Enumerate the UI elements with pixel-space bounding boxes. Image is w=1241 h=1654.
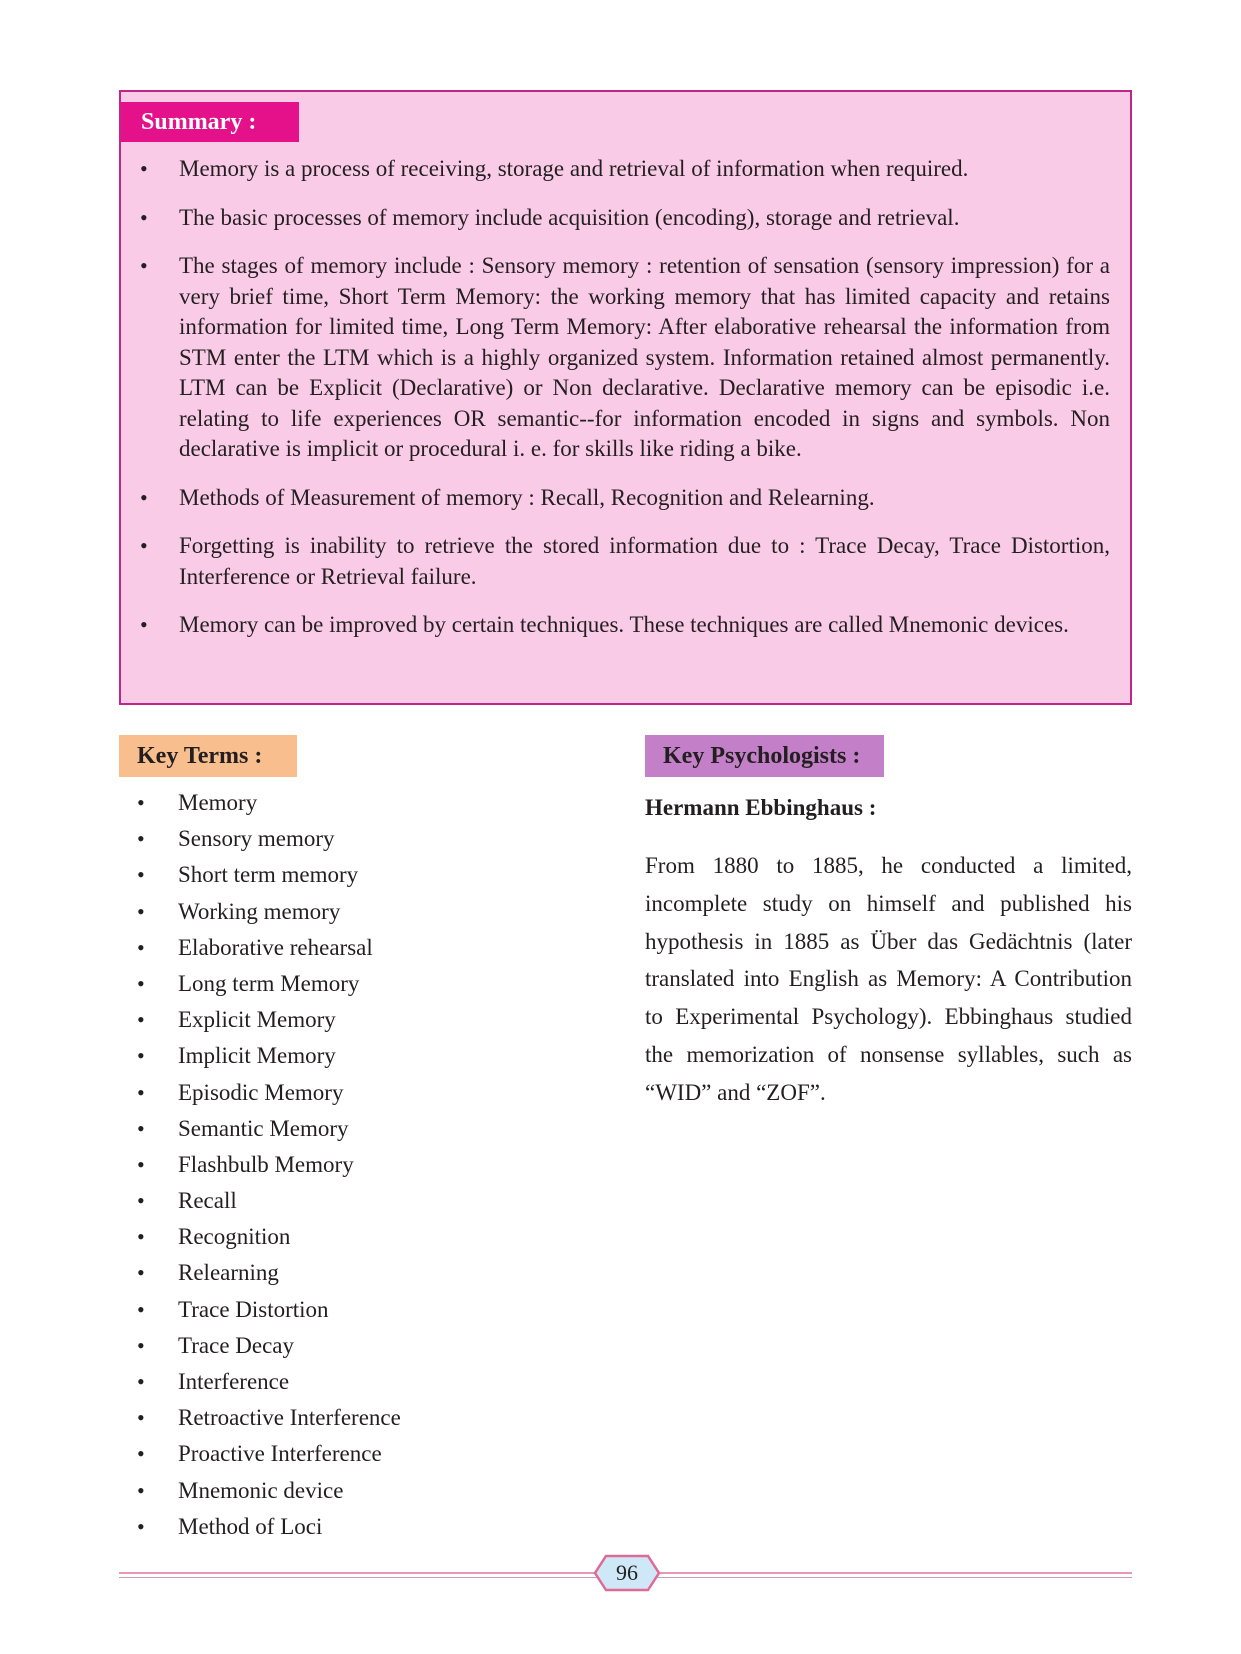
summary-box [119,90,1132,705]
key-term-text: Working memory [178,898,341,924]
key-term-text: Retroactive Interference [178,1405,401,1431]
bullet-icon: • [140,156,148,181]
bullet-icon: • [137,1151,145,1177]
key-term-text: Relearning [178,1260,279,1286]
bullet-icon: • [137,1043,145,1069]
bullet-icon: • [137,1224,145,1250]
key-term-item [119,1509,539,1545]
summary-list [121,154,1130,659]
bullet-icon: • [137,790,145,815]
key-term-item [119,1038,539,1074]
key-term-text: Recognition [178,1224,291,1250]
key-term-item [119,1328,539,1364]
bullet-icon: • [137,1115,145,1141]
bullet-icon: • [137,1369,145,1394]
key-term-text: Long term Memory [178,970,360,996]
key-term-item [119,785,539,821]
summary-item-text: Forgetting is inability to retrieve the stored information due to : Trace Decay, Trace Distortion, Interference or Retrieval failure. [179,533,1110,589]
bullet-icon: • [140,253,148,278]
key-term-item [119,1075,539,1111]
key-term-item [119,1111,539,1147]
key-term-text: Elaborative rehearsal [178,934,373,960]
key-term-text: Method of Loci [178,1513,323,1539]
summary-item-text: Memory is a process of receiving, storage and retrieval of information when required. [179,156,969,181]
key-term-text: Trace Distortion [178,1296,329,1322]
psychologist-name: Hermann Ebbinghaus : [645,795,877,820]
psychologist-description: From 1880 to 1885, he conducted a limited, incomplete study on himself and published his hypothesis in 1885 as Über das Gedächtnis (later translated into English as Memory: A Contribution to Experimental Psychology). Ebbinghaus studied the memorization of nonsense syllables, such as “WID” and “ZOF”. [645,853,1132,1105]
key-term-item [119,966,539,1002]
summary-item [121,154,1130,185]
summary-item [121,531,1130,592]
bullet-icon: • [140,612,148,637]
bullet-icon: • [137,1513,145,1539]
key-term-item [119,1147,539,1183]
key-term-item [119,821,539,857]
key-term-text: Trace Decay [178,1332,295,1358]
key-term-item [119,1255,539,1291]
key-term-item [119,1183,539,1219]
key-term-text: Interference [178,1369,290,1394]
key-terms-list [119,785,539,1545]
key-term-text: Sensory memory [178,826,335,852]
summary-heading: Summary : [121,102,299,142]
summary-item [121,251,1130,465]
bullet-icon: • [140,533,148,558]
key-term-item [119,930,539,966]
summary-item-text: The stages of memory include : Sensory memory : retention of sensation (sensory impression) for a very brief time, Short Term Memory: the working memory that has limited capacity and retains information for limited time, Long Term Memory: After elaborative rehearsal the information from STM enter the LTM which is a highly organized system. Information retained almost permanently. LTM can be Explicit (Declarative) or Non declarative. Declarative memory can be episodic i.e. relating to life experiences OR semantic--for information encoded in signs and symbols. Non declarative is implicit or procedural i. e. for skills like riding a bike. [179,253,1110,461]
bullet-icon: • [140,484,148,510]
bullet-icon: • [137,970,145,996]
bullet-icon: • [137,1260,145,1286]
key-term-item [119,1219,539,1255]
summary-item-text: The basic processes of memory include acquisition (encoding), storage and retrieval. [179,204,960,230]
bullet-icon: • [137,1296,145,1322]
key-term-text: Implicit Memory [178,1043,336,1069]
bullet-icon: • [137,1477,145,1503]
key-terms-heading: Key Terms : [119,735,297,777]
key-term-item [119,1364,539,1400]
key-term-text: Explicit Memory [178,1007,336,1033]
summary-item-text: Memory can be improved by certain techniques. These techniques are called Mnemonic devices. [179,612,1069,637]
key-term-text: Mnemonic device [178,1477,344,1503]
bullet-icon: • [137,1188,145,1214]
key-term-text: Recall [178,1188,237,1214]
key-term-text: Episodic Memory [178,1079,344,1105]
bullet-icon: • [137,1441,145,1467]
summary-item [121,203,1130,234]
bullet-icon: • [137,1079,145,1105]
key-term-item [119,857,539,893]
bullet-icon: • [137,1405,145,1431]
key-term-item [119,1473,539,1509]
key-term-text: Proactive Interference [178,1441,382,1467]
key-psychologists-heading: Key Psychologists : [645,735,884,777]
bullet-icon: • [137,1007,145,1033]
key-term-item [119,1292,539,1328]
key-term-text: Short term memory [178,862,359,888]
summary-item [121,610,1130,641]
key-term-item [119,1436,539,1472]
bullet-icon: • [137,898,145,924]
bullet-icon: • [137,1332,145,1358]
bullet-icon: • [137,862,145,888]
key-term-text: Memory [178,790,258,815]
key-term-item [119,1002,539,1038]
bullet-icon: • [140,204,148,230]
summary-item [121,483,1130,514]
key-term-text: Semantic Memory [178,1115,349,1141]
key-term-item [119,894,539,930]
summary-item-text: Methods of Measurement of memory : Recall, Recognition and Relearning. [179,484,875,510]
key-term-item [119,1400,539,1436]
bullet-icon: • [137,826,145,852]
bullet-icon: • [137,934,145,960]
key-term-text: Flashbulb Memory [178,1151,354,1177]
page-number: 96 [616,1560,638,1585]
